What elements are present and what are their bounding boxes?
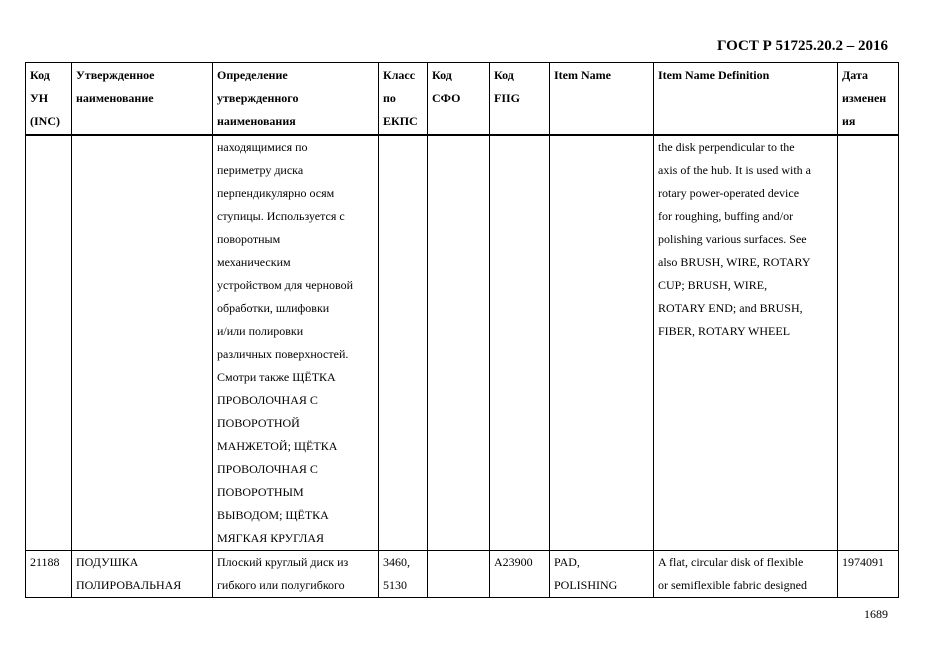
cell-change-date xyxy=(838,551,899,598)
cell-line: МАНЖЕТОЙ; ЩЁТКА xyxy=(217,439,338,453)
page-number: 1689 xyxy=(864,607,888,621)
cell-approved-name xyxy=(72,551,213,598)
cell-line: МЯГКАЯ КРУГЛАЯ xyxy=(217,531,325,545)
cell-item-name-definition xyxy=(654,551,838,598)
cell-line: Класс xyxy=(383,68,416,82)
header-item-name-definition xyxy=(654,63,838,136)
cell-definition-ru xyxy=(213,551,379,598)
cell-line: A flat, circular disk of flexible xyxy=(658,555,804,569)
header-change-date xyxy=(838,63,899,136)
cell-line: polishing various surfaces. See xyxy=(658,232,807,246)
cell-line: механическим xyxy=(217,255,291,269)
cell-line: the disk perpendicular to the xyxy=(658,140,795,154)
cell-approved-name xyxy=(72,135,213,551)
cell-line: гибкого или полугибкого xyxy=(217,578,345,592)
cell-line: ВЫВОДОМ; ЩЁТКА xyxy=(217,508,329,522)
table-row xyxy=(26,551,899,598)
cell-line: ПРОВОЛОЧНАЯ С xyxy=(217,393,318,407)
cell-line: Утвержденное xyxy=(76,68,155,82)
cell-fiig-code xyxy=(490,135,550,551)
cell-item-name xyxy=(550,135,654,551)
cell-line: POLISHING xyxy=(554,578,618,592)
cell-line: периметру диска xyxy=(217,163,304,177)
cell-line: FIBER, ROTARY WHEEL xyxy=(658,324,791,338)
cell-line: УН xyxy=(30,91,49,105)
cell-inc xyxy=(26,135,72,551)
cell-line: утвержденного xyxy=(217,91,299,105)
cell-line: Код xyxy=(494,68,514,82)
cell-line: находящимися по xyxy=(217,140,308,154)
cell-line: ПРОВОЛОЧНАЯ С xyxy=(217,462,318,476)
cell-line: ия xyxy=(842,114,856,128)
cell-item-name xyxy=(550,551,654,598)
header-approved-name xyxy=(72,63,213,136)
cell-line: or semiflexible fabric designed xyxy=(658,578,807,592)
cell-line: 1974091 xyxy=(842,555,884,569)
cell-sfo-code xyxy=(428,551,490,598)
cell-line: also BRUSH, WIRE, ROTARY xyxy=(658,255,811,269)
cell-line: (INC) xyxy=(30,114,60,128)
cell-change-date xyxy=(838,135,899,551)
cell-line: ПОВОРОТНОЙ xyxy=(217,416,300,430)
cell-line: Код xyxy=(30,68,50,82)
cell-line: изменен xyxy=(842,91,887,105)
cell-line: 5130 xyxy=(383,578,407,592)
cell-fiig-code xyxy=(490,551,550,598)
table-header-row xyxy=(26,63,899,136)
cell-class-ekps xyxy=(379,135,428,551)
cell-definition-ru xyxy=(213,135,379,551)
cell-line: 3460, xyxy=(383,555,410,569)
cell-line: ROTARY END; and BRUSH, xyxy=(658,301,803,315)
cell-line: различных поверхностей. xyxy=(217,347,349,361)
cell-class-ekps xyxy=(379,551,428,598)
table-row xyxy=(26,135,899,551)
cell-line: обработки, шлифовки xyxy=(217,301,330,315)
cell-line: rotary power-operated device xyxy=(658,186,800,200)
cell-line: устройством для черновой xyxy=(217,278,354,292)
cell-line: наименование xyxy=(76,91,154,105)
cell-line: и/или полировки xyxy=(217,324,304,338)
cell-line: Плоский круглый диск из xyxy=(217,555,349,569)
cell-line: по xyxy=(383,91,396,105)
header-inc-code xyxy=(26,63,72,136)
cell-line: Item Name Definition xyxy=(658,68,770,82)
cell-line: СФО xyxy=(432,91,461,105)
cell-line: for roughing, buffing and/or xyxy=(658,209,794,223)
catalog-table xyxy=(25,62,899,598)
cell-line: ЕКПС xyxy=(383,114,418,128)
cell-line: FIIG xyxy=(494,91,521,105)
cell-line: PAD, xyxy=(554,555,580,569)
cell-line: ПОВОРОТНЫМ xyxy=(217,485,304,499)
header-definition xyxy=(213,63,379,136)
cell-line: наименования xyxy=(217,114,296,128)
header-item-name xyxy=(550,63,654,136)
cell-line: ступицы. Используется с xyxy=(217,209,345,223)
cell-line: перпендикулярно осям xyxy=(217,186,335,200)
document-standard-header: ГОСТ Р 51725.20.2 – 2016 xyxy=(716,38,888,54)
cell-line: 21188 xyxy=(30,555,60,569)
cell-line: axis of the hub. It is used with a xyxy=(658,163,811,177)
cell-line: Смотри также ЩЁТКА xyxy=(217,370,336,384)
header-fiig-code xyxy=(490,63,550,136)
cell-inc xyxy=(26,551,72,598)
cell-item-name-definition xyxy=(654,135,838,551)
cell-line: Определение xyxy=(217,68,288,82)
cell-line: Дата xyxy=(842,68,868,82)
cell-line: поворотным xyxy=(217,232,281,246)
cell-sfo-code xyxy=(428,135,490,551)
header-sfo-code xyxy=(428,63,490,136)
cell-line: ПОЛИРОВАЛЬНАЯ xyxy=(76,578,182,592)
header-class-ekps xyxy=(379,63,428,136)
cell-line: A23900 xyxy=(494,555,533,569)
cell-line: Код xyxy=(432,68,452,82)
cell-line: ПОДУШКА xyxy=(76,555,139,569)
cell-line: Item Name xyxy=(554,68,611,82)
cell-line: CUP; BRUSH, WIRE, xyxy=(658,278,768,292)
